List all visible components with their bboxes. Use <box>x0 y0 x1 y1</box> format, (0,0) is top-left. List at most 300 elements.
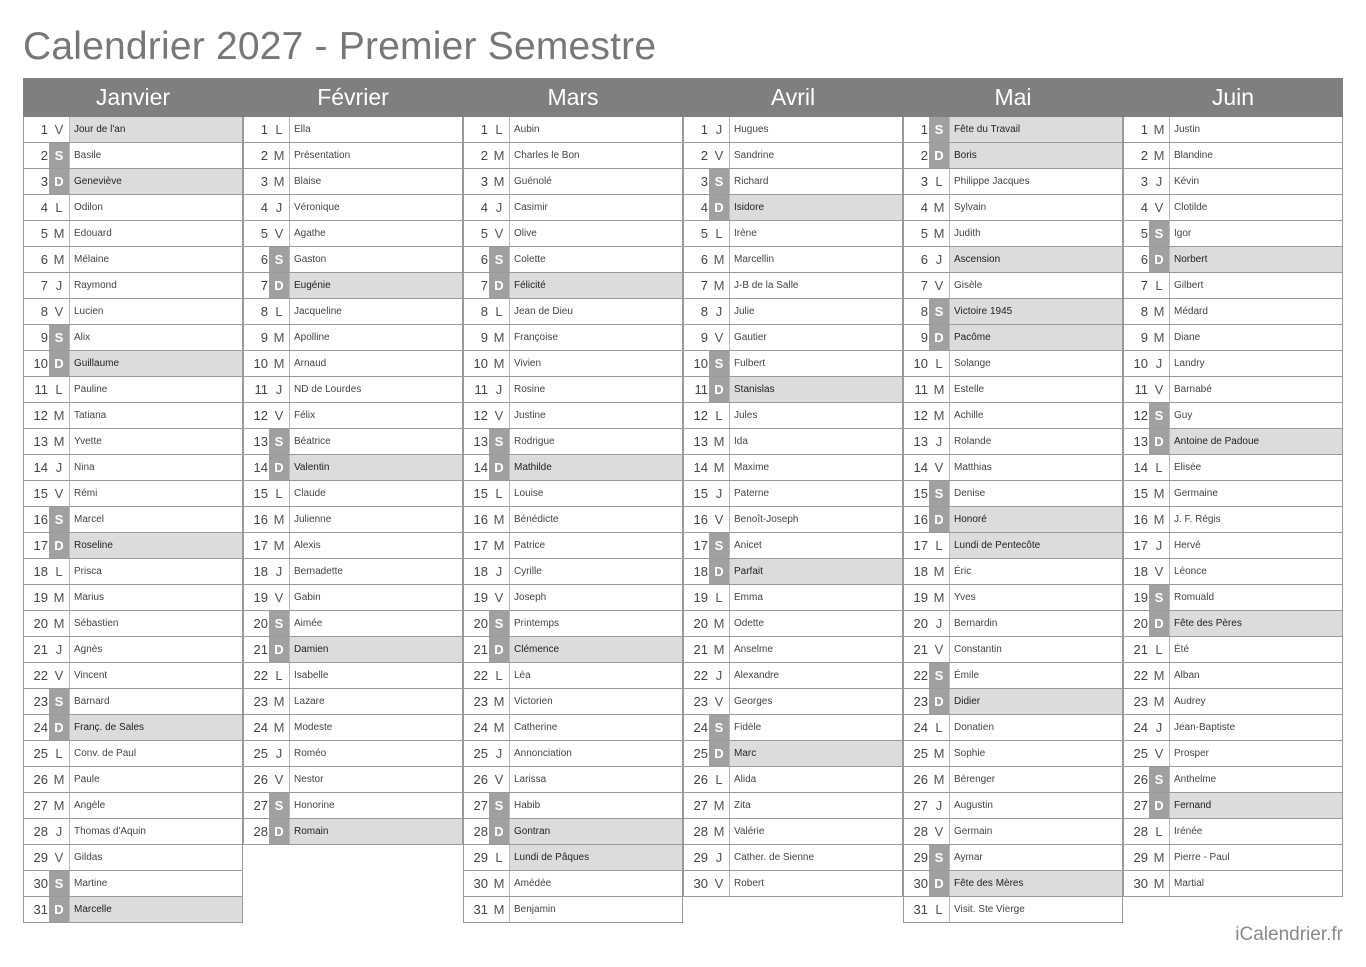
weekday-letter: D <box>269 819 289 844</box>
weekday-letter: V <box>54 304 64 319</box>
weekday-letter: L <box>1155 824 1163 839</box>
saint-name: Romain <box>289 819 462 844</box>
day-number: 18 <box>473 564 488 579</box>
weekday-letter: D <box>1149 429 1169 454</box>
day-number: 12 <box>253 408 268 423</box>
weekday-letter: J <box>715 850 723 865</box>
day-row <box>464 662 682 688</box>
day-row <box>24 246 242 272</box>
saint-name: Présentation <box>289 143 462 168</box>
day-number: 28 <box>253 824 268 839</box>
saint-name: Bénédicte <box>509 507 682 532</box>
day-number: 22 <box>693 668 708 683</box>
day-row <box>904 766 1122 792</box>
day-row <box>1124 168 1342 194</box>
day-row <box>904 896 1122 922</box>
day-number: 15 <box>473 486 488 501</box>
day-number: 18 <box>913 564 928 579</box>
weekday-letter: S <box>49 689 69 714</box>
month-header: Avril <box>683 78 903 117</box>
day-number: 31 <box>33 902 48 917</box>
day-row <box>1124 376 1342 402</box>
weekday-letter: S <box>1149 221 1169 246</box>
day-row <box>1124 246 1342 272</box>
day-row <box>1124 558 1342 584</box>
weekday-letter: M <box>493 876 505 891</box>
day-row <box>1124 662 1342 688</box>
day-row <box>464 610 682 636</box>
day-row <box>1124 324 1342 350</box>
day-number: 29 <box>473 850 488 865</box>
day-row <box>24 532 242 558</box>
day-number: 9 <box>700 330 708 345</box>
day-number: 4 <box>1140 200 1148 215</box>
saint-name: Zita <box>729 793 902 818</box>
weekday-letter: M <box>493 538 505 553</box>
weekday-letter: M <box>713 252 725 267</box>
weekday-letter: S <box>269 429 289 454</box>
day-number: 30 <box>693 876 708 891</box>
day-number: 28 <box>913 824 928 839</box>
day-number: 27 <box>1133 798 1148 813</box>
day-number: 22 <box>33 668 48 683</box>
day-number: 21 <box>33 642 48 657</box>
weekday-letter: D <box>1149 793 1169 818</box>
saint-name: Justine <box>509 403 682 428</box>
saint-name: Amédée <box>509 871 682 896</box>
weekday-letter: J <box>55 460 63 475</box>
weekday-letter: S <box>929 117 949 142</box>
day-row <box>464 506 682 532</box>
day-row <box>684 558 902 584</box>
saint-name: Maxime <box>729 455 902 480</box>
day-row <box>684 350 902 376</box>
day-number: 1 <box>40 122 48 137</box>
saint-name: Casimir <box>509 195 682 220</box>
weekday-letter: M <box>1153 122 1165 137</box>
day-row <box>904 610 1122 636</box>
saint-name: Denise <box>949 481 1122 506</box>
weekday-letter: M <box>53 252 65 267</box>
day-row <box>24 870 242 896</box>
day-row <box>904 792 1122 818</box>
day-row <box>464 636 682 662</box>
day-row <box>904 246 1122 272</box>
day-number: 20 <box>473 616 488 631</box>
weekday-letter: L <box>935 538 943 553</box>
day-number: 10 <box>473 356 488 371</box>
saint-name: Émile <box>949 663 1122 688</box>
day-number: 6 <box>480 252 488 267</box>
weekday-letter: L <box>935 720 943 735</box>
weekday-letter: M <box>273 148 285 163</box>
weekday-letter: M <box>273 356 285 371</box>
day-number: 19 <box>693 590 708 605</box>
day-number: 23 <box>1133 694 1148 709</box>
weekday-letter: M <box>1153 148 1165 163</box>
weekday-letter: J <box>715 304 723 319</box>
saint-name: Barnard <box>69 689 242 714</box>
weekday-letter: V <box>274 226 284 241</box>
saint-name: Solange <box>949 351 1122 376</box>
day-row <box>24 688 242 714</box>
weekday-letter: M <box>273 512 285 527</box>
day-row <box>904 480 1122 506</box>
weekday-letter: S <box>489 429 509 454</box>
weekday-letter: M <box>1153 330 1165 345</box>
weekday-letter: M <box>493 174 505 189</box>
day-row <box>24 324 242 350</box>
day-row <box>244 740 462 766</box>
day-row <box>24 350 242 376</box>
day-number: 17 <box>913 538 928 553</box>
day-list <box>463 117 683 923</box>
saint-name: Benjamin <box>509 897 682 922</box>
weekday-letter: M <box>493 148 505 163</box>
weekday-letter: S <box>269 611 289 636</box>
day-row <box>1124 610 1342 636</box>
month-column <box>683 78 903 923</box>
weekday-letter: S <box>929 845 949 870</box>
saint-name: Blandine <box>1169 143 1342 168</box>
day-number: 26 <box>253 772 268 787</box>
saint-name: Emma <box>729 585 902 610</box>
day-number: 24 <box>1133 720 1148 735</box>
day-row <box>1124 818 1342 844</box>
weekday-letter: D <box>269 273 289 298</box>
day-number: 29 <box>913 850 928 865</box>
day-row <box>684 402 902 428</box>
day-row <box>1124 480 1342 506</box>
day-number: 19 <box>253 590 268 605</box>
day-number: 24 <box>473 720 488 735</box>
day-number: 20 <box>33 616 48 631</box>
day-number: 20 <box>913 616 928 631</box>
weekday-letter: V <box>1154 200 1164 215</box>
day-number: 26 <box>473 772 488 787</box>
weekday-letter: M <box>493 356 505 371</box>
day-row <box>1124 532 1342 558</box>
saint-name: Véronique <box>289 195 462 220</box>
day-number: 6 <box>40 252 48 267</box>
day-number: 3 <box>480 174 488 189</box>
calendar-grid <box>23 78 1343 923</box>
day-number: 12 <box>1133 408 1148 423</box>
day-number: 28 <box>1133 824 1148 839</box>
day-row <box>464 272 682 298</box>
saint-name: Germaine <box>1169 481 1342 506</box>
weekday-letter: V <box>1154 746 1164 761</box>
saint-name: Rolande <box>949 429 1122 454</box>
day-row <box>464 402 682 428</box>
day-number: 1 <box>260 122 268 137</box>
day-row <box>904 584 1122 610</box>
day-row <box>904 220 1122 246</box>
day-number: 28 <box>693 824 708 839</box>
day-row <box>684 610 902 636</box>
weekday-letter: L <box>935 174 943 189</box>
day-row <box>904 740 1122 766</box>
weekday-letter: M <box>1153 304 1165 319</box>
saint-name: Martine <box>69 871 242 896</box>
saint-name: Blaise <box>289 169 462 194</box>
day-number: 25 <box>913 746 928 761</box>
weekday-letter: V <box>714 876 724 891</box>
day-row <box>244 480 462 506</box>
weekday-letter: V <box>1154 382 1164 397</box>
day-row <box>244 584 462 610</box>
day-number: 7 <box>480 278 488 293</box>
day-row <box>244 246 462 272</box>
day-number: 16 <box>33 512 48 527</box>
day-row <box>684 766 902 792</box>
saint-name: Aimée <box>289 611 462 636</box>
weekday-letter: M <box>933 382 945 397</box>
saint-name: Léa <box>509 663 682 688</box>
saint-name: Romuald <box>1169 585 1342 610</box>
weekday-letter: V <box>934 642 944 657</box>
day-row <box>244 350 462 376</box>
saint-name: Rodrigue <box>509 429 682 454</box>
day-row <box>24 402 242 428</box>
day-number: 26 <box>33 772 48 787</box>
weekday-letter: L <box>55 382 63 397</box>
saint-name: Vincent <box>69 663 242 688</box>
saint-name: Marcellin <box>729 247 902 272</box>
day-row <box>244 636 462 662</box>
weekday-letter: L <box>715 226 723 241</box>
weekday-letter: S <box>929 299 949 324</box>
weekday-letter: S <box>269 247 289 272</box>
day-number: 25 <box>1133 746 1148 761</box>
day-row <box>904 688 1122 714</box>
weekday-letter: L <box>275 668 283 683</box>
day-number: 18 <box>693 564 708 579</box>
saint-name: Lucien <box>69 299 242 324</box>
saint-name: Agathe <box>289 221 462 246</box>
saint-name: Geneviève <box>69 169 242 194</box>
weekday-letter: J <box>495 564 503 579</box>
day-row <box>244 818 462 844</box>
day-row <box>244 194 462 220</box>
saint-name: Victorien <box>509 689 682 714</box>
day-number: 8 <box>260 304 268 319</box>
day-number: 7 <box>260 278 268 293</box>
saint-name: Sophie <box>949 741 1122 766</box>
saint-name: Valérie <box>729 819 902 844</box>
weekday-letter: M <box>53 408 65 423</box>
month-header: Janvier <box>23 78 243 117</box>
saint-name: Fête du Travail <box>949 117 1122 142</box>
weekday-letter: V <box>54 486 64 501</box>
saint-name: Anthelme <box>1169 767 1342 792</box>
day-row <box>1124 402 1342 428</box>
day-number: 4 <box>260 200 268 215</box>
day-row <box>464 220 682 246</box>
weekday-letter: V <box>934 824 944 839</box>
weekday-letter: J <box>935 798 943 813</box>
day-row <box>684 246 902 272</box>
weekday-letter: L <box>495 668 503 683</box>
weekday-letter: J <box>1155 356 1163 371</box>
day-row <box>244 220 462 246</box>
day-row <box>244 298 462 324</box>
saint-name: Georges <box>729 689 902 714</box>
saint-name: Gabin <box>289 585 462 610</box>
weekday-letter: V <box>274 408 284 423</box>
weekday-letter: S <box>49 507 69 532</box>
day-row <box>24 298 242 324</box>
day-number: 19 <box>33 590 48 605</box>
day-row <box>1124 740 1342 766</box>
day-row <box>244 688 462 714</box>
day-number: 23 <box>693 694 708 709</box>
day-number: 23 <box>253 694 268 709</box>
day-number: 17 <box>33 538 48 553</box>
month-column <box>23 78 243 923</box>
day-row <box>24 740 242 766</box>
day-number: 1 <box>1140 122 1148 137</box>
weekday-letter: S <box>269 793 289 818</box>
weekday-letter: S <box>709 351 729 376</box>
saint-name: Pauline <box>69 377 242 402</box>
saint-name: Lundi de Pentecôte <box>949 533 1122 558</box>
day-row <box>904 870 1122 896</box>
day-row <box>904 428 1122 454</box>
weekday-letter: D <box>489 273 509 298</box>
weekday-letter: S <box>929 481 949 506</box>
saint-name: Fête des Mères <box>949 871 1122 896</box>
day-row <box>684 376 902 402</box>
day-number: 30 <box>33 876 48 891</box>
day-row <box>24 220 242 246</box>
weekday-letter: V <box>54 122 64 137</box>
saint-name: Igor <box>1169 221 1342 246</box>
day-row <box>684 117 902 142</box>
saint-name: Germain <box>949 819 1122 844</box>
day-row <box>244 792 462 818</box>
saint-name: Kévin <box>1169 169 1342 194</box>
day-number: 25 <box>33 746 48 761</box>
weekday-letter: M <box>713 460 725 475</box>
saint-name: Guillaume <box>69 351 242 376</box>
day-row <box>904 350 1122 376</box>
day-number: 14 <box>33 460 48 475</box>
weekday-letter: V <box>54 668 64 683</box>
saint-name: Stanislas <box>729 377 902 402</box>
day-number: 13 <box>693 434 708 449</box>
day-number: 3 <box>920 174 928 189</box>
day-number: 24 <box>693 720 708 735</box>
day-row <box>464 870 682 896</box>
day-row <box>244 558 462 584</box>
weekday-letter: J <box>275 564 283 579</box>
weekday-letter: V <box>494 226 504 241</box>
day-row <box>24 818 242 844</box>
saint-name: Habib <box>509 793 682 818</box>
saint-name: Larissa <box>509 767 682 792</box>
saint-name: Sébastien <box>69 611 242 636</box>
saint-name: Modeste <box>289 715 462 740</box>
day-row <box>684 298 902 324</box>
day-row <box>24 584 242 610</box>
saint-name: Bernadette <box>289 559 462 584</box>
day-row <box>244 454 462 480</box>
weekday-letter: V <box>714 148 724 163</box>
day-row <box>904 402 1122 428</box>
day-number: 11 <box>1134 382 1148 397</box>
weekday-letter: D <box>709 559 729 584</box>
saint-name: Été <box>1169 637 1342 662</box>
weekday-letter: L <box>55 746 63 761</box>
saint-name: Gilbert <box>1169 273 1342 298</box>
day-row <box>464 324 682 350</box>
day-number: 21 <box>473 642 488 657</box>
saint-name: Annonciation <box>509 741 682 766</box>
weekday-letter: M <box>933 564 945 579</box>
day-number: 2 <box>40 148 48 163</box>
day-number: 3 <box>1140 174 1148 189</box>
saint-name: Jules <box>729 403 902 428</box>
weekday-letter: M <box>493 512 505 527</box>
day-row <box>24 636 242 662</box>
saint-name: Valentin <box>289 455 462 480</box>
weekday-letter: J <box>935 616 943 631</box>
weekday-letter: M <box>53 772 65 787</box>
saint-name: Cather. de Sienne <box>729 845 902 870</box>
day-row <box>244 662 462 688</box>
day-number: 25 <box>253 746 268 761</box>
day-row <box>24 714 242 740</box>
saint-name: Félix <box>289 403 462 428</box>
day-number: 17 <box>1133 538 1148 553</box>
weekday-letter: M <box>713 278 725 293</box>
saint-name: J. F. Régis <box>1169 507 1342 532</box>
weekday-letter: D <box>929 143 949 168</box>
day-number: 15 <box>693 486 708 501</box>
day-number: 9 <box>1140 330 1148 345</box>
day-number: 2 <box>480 148 488 163</box>
day-row <box>1124 350 1342 376</box>
weekday-letter: V <box>1154 564 1164 579</box>
saint-name: Fulbert <box>729 351 902 376</box>
day-number: 14 <box>253 460 268 475</box>
day-row <box>684 714 902 740</box>
saint-name: Lundi de Pâques <box>509 845 682 870</box>
day-number: 5 <box>700 226 708 241</box>
weekday-letter: L <box>55 200 63 215</box>
day-number: 10 <box>693 356 708 371</box>
saint-name: Honorine <box>289 793 462 818</box>
saint-name: Mathilde <box>509 455 682 480</box>
saint-name: Olive <box>509 221 682 246</box>
saint-name: Estelle <box>949 377 1122 402</box>
day-number: 2 <box>260 148 268 163</box>
day-number: 17 <box>473 538 488 553</box>
day-number: 11 <box>34 382 48 397</box>
saint-name: Constantin <box>949 637 1122 662</box>
saint-name: Clotilde <box>1169 195 1342 220</box>
saint-name: Catherine <box>509 715 682 740</box>
day-number: 7 <box>40 278 48 293</box>
saint-name: Fête des Pères <box>1169 611 1342 636</box>
weekday-letter: M <box>713 616 725 631</box>
day-number: 7 <box>920 278 928 293</box>
saint-name: Honoré <box>949 507 1122 532</box>
day-number: 6 <box>920 252 928 267</box>
weekday-letter: V <box>714 330 724 345</box>
weekday-letter: D <box>49 169 69 194</box>
